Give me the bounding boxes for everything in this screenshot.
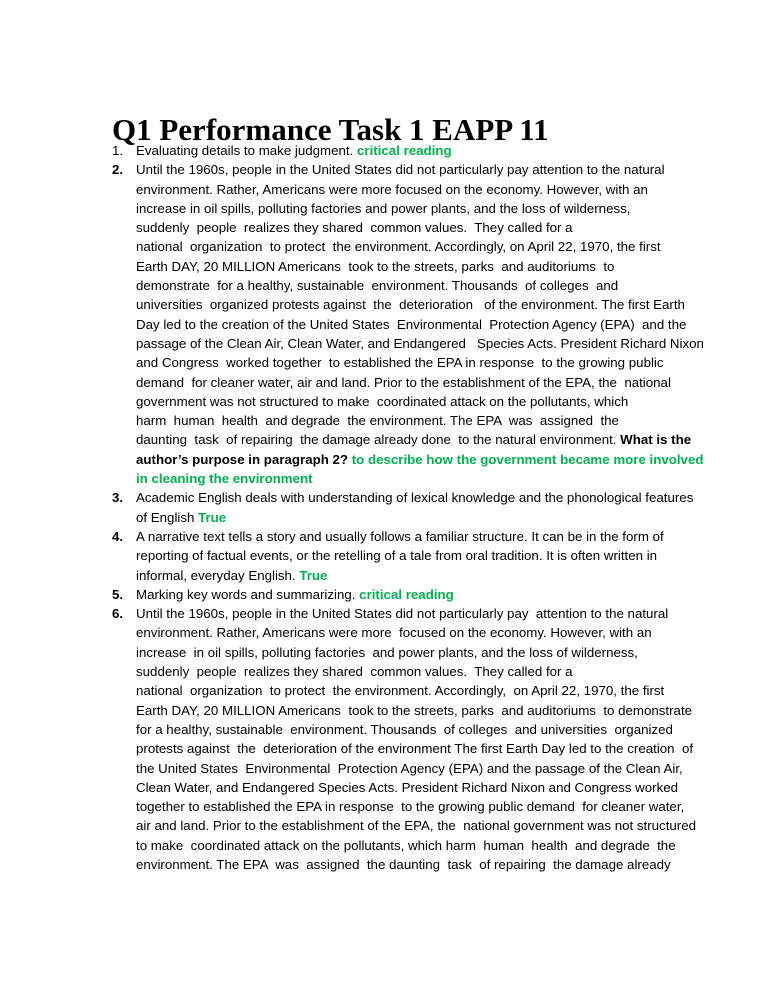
body-text: A narrative text tells a story and usually follows a familiar structure. It can be in the form of: [136, 528, 664, 544]
text-line: [136, 141, 768, 160]
body-text: Day led to the creation of the United States Environmental Protection Agency (EPA) and the: [136, 316, 687, 332]
body-text: increase in oil spills, polluting factories and power plants, and the loss of wilderness,: [136, 644, 638, 660]
text-line: [136, 295, 768, 314]
body-text: passage of the Clean Air, Clean Water, and Endangered Species Acts. President Richard Nixon: [136, 335, 704, 351]
body-text: protests against the deterioration of the environment The first Earth Day led to the creation of: [136, 741, 694, 757]
item-number: 6.: [112, 606, 124, 622]
text-line: [136, 816, 768, 835]
answer-text: True: [299, 567, 328, 583]
list-item: [0, 527, 768, 585]
body-text: demand for cleaner water, air and land. Prior to the establishment of the EPA, the national: [136, 374, 671, 390]
text-line: [136, 778, 768, 797]
body-text: government was not structured to make coordinated attack on the pollutants, which: [136, 393, 629, 409]
text-line: [136, 430, 768, 449]
text-line: [136, 237, 768, 256]
body-text: Marking key words and summarizing.: [136, 586, 360, 602]
body-text: suddenly people realizes they shared common values. They called for a: [136, 220, 573, 236]
text-line: [136, 334, 768, 353]
answer-text: critical reading: [359, 586, 454, 602]
text-line: [136, 373, 768, 392]
question-text: author’s purpose in paragraph 2?: [136, 451, 352, 467]
text-line: [136, 720, 768, 739]
body-text: Academic English deals with understanding of lexical knowledge and the phonological features: [136, 490, 694, 506]
text-line: [136, 199, 768, 218]
text-line: [136, 585, 768, 604]
text-line: [136, 469, 768, 488]
item-number: 4.: [112, 528, 124, 544]
item-number: 2.: [112, 162, 124, 178]
item-number: 5.: [112, 586, 124, 602]
text-line: [136, 836, 768, 855]
body-text: harm human health and degrade the environment. The EPA was assigned the: [136, 413, 619, 429]
body-text: national organization to protect the environment. Accordingly, on April 22, 1970, the first: [136, 683, 665, 699]
question-text: What is the: [620, 432, 692, 448]
body-text: informal, everyday English.: [136, 567, 300, 583]
text-line: [136, 180, 768, 199]
text-line: [136, 739, 768, 758]
text-line: [136, 566, 768, 585]
text-line: [136, 797, 768, 816]
text-line: [136, 450, 768, 469]
text-line: [136, 546, 768, 565]
answer-text: to describe how the government became more involved: [351, 451, 704, 467]
body-text: universities organized protests against the deterioration of the environment. The first Earth: [136, 297, 685, 313]
body-text: suddenly people realizes they shared common values. They called for a: [136, 664, 573, 680]
text-line: [136, 759, 768, 778]
list-item: [0, 604, 768, 874]
list-item: [0, 141, 768, 160]
text-line: [136, 392, 768, 411]
answer-text: critical reading: [357, 143, 452, 158]
answer-text: in cleaning the environment: [136, 471, 313, 487]
text-line: [136, 681, 768, 700]
body-text: environment. The EPA was assigned the daunting task of repairing the damage already: [136, 856, 671, 872]
text-line: [136, 662, 768, 681]
body-text: to make coordinated attack on the pollutants, which harm human health and degrade the: [136, 837, 676, 853]
text-line: [136, 701, 768, 720]
body-text: of English: [136, 509, 199, 525]
body-text: the United States Environmental Protection Agency (EPA) and the passage of the Clean Air,: [136, 760, 683, 776]
body-text: air and land. Prior to the establishment of the EPA, the national government was not structured: [136, 818, 697, 834]
body-text: demonstrate for a healthy, sustainable environment. Thousands of colleges and: [136, 278, 619, 294]
numbered-list: [0, 141, 768, 874]
text-line: [136, 353, 768, 372]
list-item: [0, 488, 768, 527]
body-text: environment. Rather, Americans were more focused on the economy. However, with an: [136, 181, 648, 197]
text-line: [136, 411, 768, 430]
answer-text: True: [198, 509, 227, 525]
body-text: Evaluating details to make judgment.: [136, 143, 358, 158]
body-text: Until the 1960s, people in the United States did not particularly pay attention to the natural: [136, 606, 669, 622]
body-text: Until the 1960s, people in the United States did not particularly pay attention to the natural: [136, 162, 665, 178]
body-text: Clean Water, and Endangered Species Acts. President Richard Nixon and Congress worked: [136, 779, 679, 795]
text-line: [136, 257, 768, 276]
text-line: [136, 218, 768, 237]
body-text: together to established the EPA in response to the growing public demand for cleaner water,: [136, 799, 685, 815]
text-line: [136, 508, 768, 527]
document-title: Q1 Performance Task 1 EAPP 11: [112, 112, 549, 147]
list-item: [0, 160, 768, 488]
body-text: and Congress worked together to established the EPA in response to the growing public: [136, 355, 664, 371]
item-number: 3.: [112, 490, 124, 506]
item-number: 1.: [112, 143, 124, 158]
body-text: Earth DAY, 20 MILLION Americans took to the streets, parks and auditoriums to: [136, 258, 615, 274]
text-line: [136, 527, 768, 546]
body-text: Earth DAY, 20 MILLION Americans took to the streets, parks and auditoriums to demonstrate: [136, 702, 693, 718]
body-text: increase in oil spills, polluting factories and power plants, and the loss of wilderness,: [136, 200, 631, 216]
body-text: daunting task of repairing the damage already done to the natural environment.: [136, 432, 621, 448]
text-line: [136, 855, 768, 874]
list-item: [0, 585, 768, 604]
body-text: national organization to protect the environment. Accordingly, on April 22, 1970, the first: [136, 239, 661, 255]
text-line: [136, 488, 768, 507]
text-line: [136, 276, 768, 295]
text-line: [136, 623, 768, 642]
text-line: [136, 315, 768, 334]
body-text: environment. Rather, Americans were more focused on the economy. However, with an: [136, 625, 652, 641]
body-text: reporting of factual events, or the retelling of a tale from oral tradition. It is often written in: [136, 548, 658, 564]
text-line: [136, 604, 768, 623]
text-line: [136, 160, 768, 179]
text-line: [136, 643, 768, 662]
body-text: for a healthy, sustainable environment. Thousands of colleges and universities organized: [136, 721, 673, 737]
